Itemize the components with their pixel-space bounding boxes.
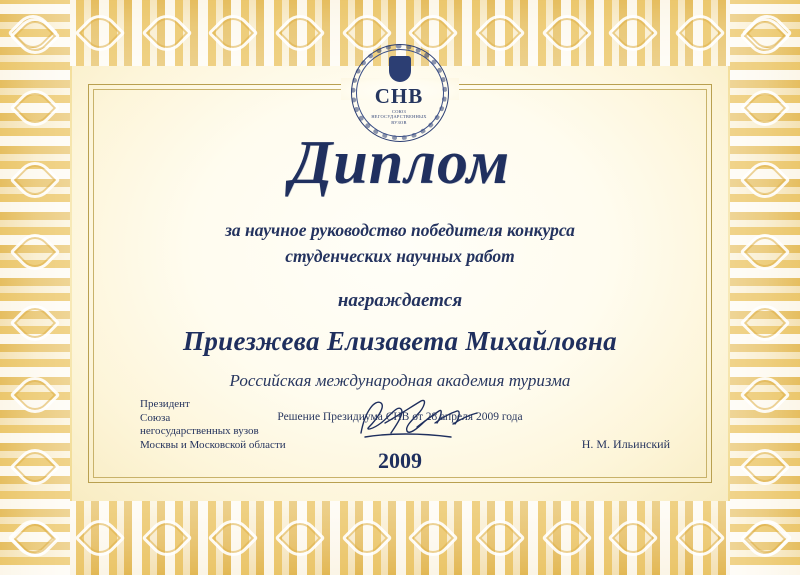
recipient-organization: Российская международная академия туризма bbox=[229, 371, 571, 390]
emblem-caption-line-1: СОЮЗ bbox=[391, 109, 406, 114]
signer-title-line-3: негосударственных вузов bbox=[140, 425, 259, 437]
signer-title-line-1: Президент bbox=[140, 398, 190, 410]
certificate-year: 2009 bbox=[378, 448, 422, 473]
ornamental-border-right bbox=[730, 0, 800, 575]
ornamental-border-bottom bbox=[0, 501, 800, 575]
ornamental-border-left bbox=[0, 0, 70, 575]
signer-title-line-4: Москвы и Московской области bbox=[140, 438, 286, 451]
awarded-label: награждается bbox=[337, 290, 463, 311]
recipient-name: Приезжева Елизавета Михайловна bbox=[183, 326, 617, 356]
shield-icon bbox=[389, 56, 411, 82]
emblem-caption-line-3: ВУЗОВ bbox=[391, 119, 407, 125]
handwritten-signature-icon bbox=[355, 393, 485, 445]
certificate-title: Диплом bbox=[289, 129, 511, 197]
certificate-subtitle-line-1: за научное руководство победителя конкурса bbox=[225, 220, 575, 240]
signature-block bbox=[140, 398, 286, 452]
certificate-content bbox=[100, 120, 700, 423]
emblem-abbreviation: СНВ bbox=[374, 84, 424, 108]
signer-name: Н. М. Ильинский bbox=[581, 437, 670, 451]
emblem-caption-line-2: НЕГОСУДАРСТВЕННЫХ bbox=[371, 114, 427, 120]
signer-title-line-2: Союза bbox=[140, 411, 171, 424]
certificate-subtitle-line-2: студенческих научных работ bbox=[285, 246, 515, 266]
decision-reference: Решение Президиума СНВ от 28 апреля 2009 года bbox=[277, 411, 523, 423]
